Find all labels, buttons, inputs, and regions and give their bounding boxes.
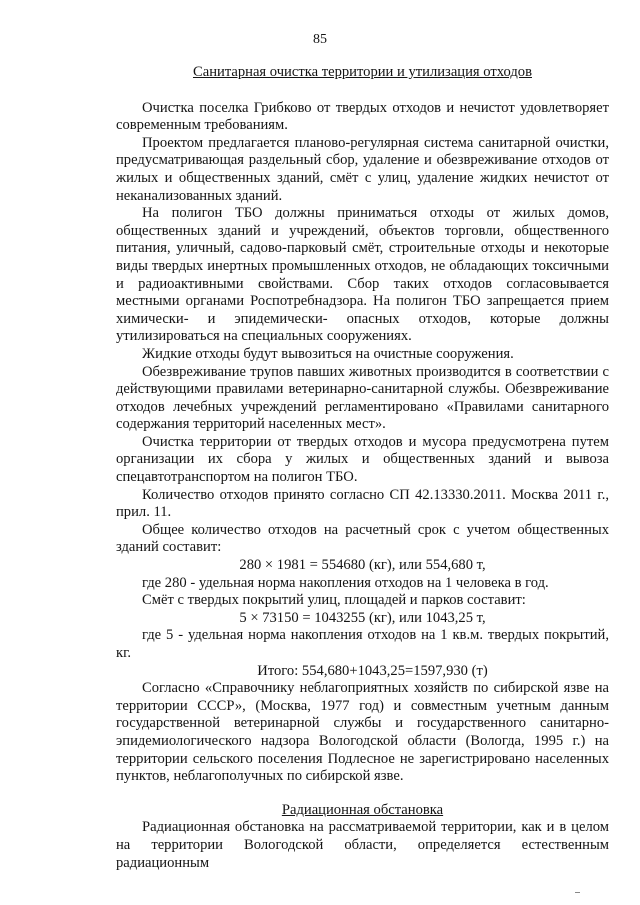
page-content [116,64,609,872]
section-title-radiation: Радиационная обстановка [281,801,444,818]
paragraph: Радиационная обстановка на рассматриваемой территории, как и в целом на территории Вологодской области, определяется естественным радиационным [116,819,609,871]
paragraph: Очистка поселка Грибково от твердых отходов и нечистот удовлетворяет современным требованиям. [116,99,609,134]
formula-note: где 5 - удельная норма накопления отходов на 1 кв.м. твердых покрытий, кг. [116,627,609,661]
paragraph: Очистка территории от твердых отходов и мусора предусмотрена путем организации их сбора у жилых и общественных зданий и вывоза спецавтотранспортом на полигон ТБО. [116,433,609,486]
paragraph: Количество отходов принято согласно СП 42.13330.2011. Москва 2011 г., прил. 11. [116,486,609,521]
paragraph: Проектом предлагается планово-регулярная система санитарной очистки, предусматривающая раздельный сбор, удаление и обезвреживание отходов от жилых и общественных зданий, смёт с улиц, удаление жидких нечистот от неканализованных зданий. [116,134,609,204]
formula-street-sweepings: 5 × 73150 = 1043255 (кг), или 1043,25 т, [239,609,486,626]
paragraph: Общее количество отходов на расчетный срок с учетом общественных зданий составит: [116,521,609,556]
formula-total-waste: 280 × 1981 = 554680 (кг), или 554,680 т, [239,557,486,574]
section-title-sanitary: Санитарная очистка территории и утилизация отходов [192,64,532,80]
paragraph: Жидкие отходы будут вывозиться на очистные сооружения. [142,345,514,362]
page-number: 85 [313,32,327,47]
scan-mark [575,892,580,893]
paragraph: На полигон ТБО должны приниматься отходы от жилых домов, общественных зданий и учреждений, объектов торговли, общественного питания, уличный, садово-парковый смёт, строительные отходы и некоторые виды твердых инертных промышленных отходов, не обладающих токсичными и радиоактивными свойствами. Сбор таких отходов согласовывается местными органами Роспотребнадзора. На полигон ТБО запрещается прием химически- и эпидемически- опасных отходов, которые должны утилизироваться на специальных сооружениях. [116,205,609,345]
formula-note: где 280 - удельная норма накопления отходов на 1 человека в год. [142,574,549,591]
paragraph: Обезвреживание трупов павших животных производится в соответствии с действующими правилами ветеринарно-санитарной службы. Обезвреживание отходов лечебных учреждений регламентировано «Правилами санитарного содержания территорий населенных мест». [116,363,609,433]
paragraph: Смёт с твердых покрытий улиц, площадей и парков составит: [142,592,526,609]
formula-grand-total: Итого: 554,680+1043,25=1597,930 (т) [257,662,488,679]
paragraph: Согласно «Справочнику неблагоприятных хозяйств по сибирской язве на территории СССР», (Москва, 1977 год) и совместным учетным данным государственной ветеринарной службы и государственного санитарно-эпидемиологического надзора Вологодской области (Вологда, 1995 г.) на территории сельского поселения Подлесное не зарегистрировано населенных пунктов, неблагополучных по сибирской язве. [116,680,609,785]
